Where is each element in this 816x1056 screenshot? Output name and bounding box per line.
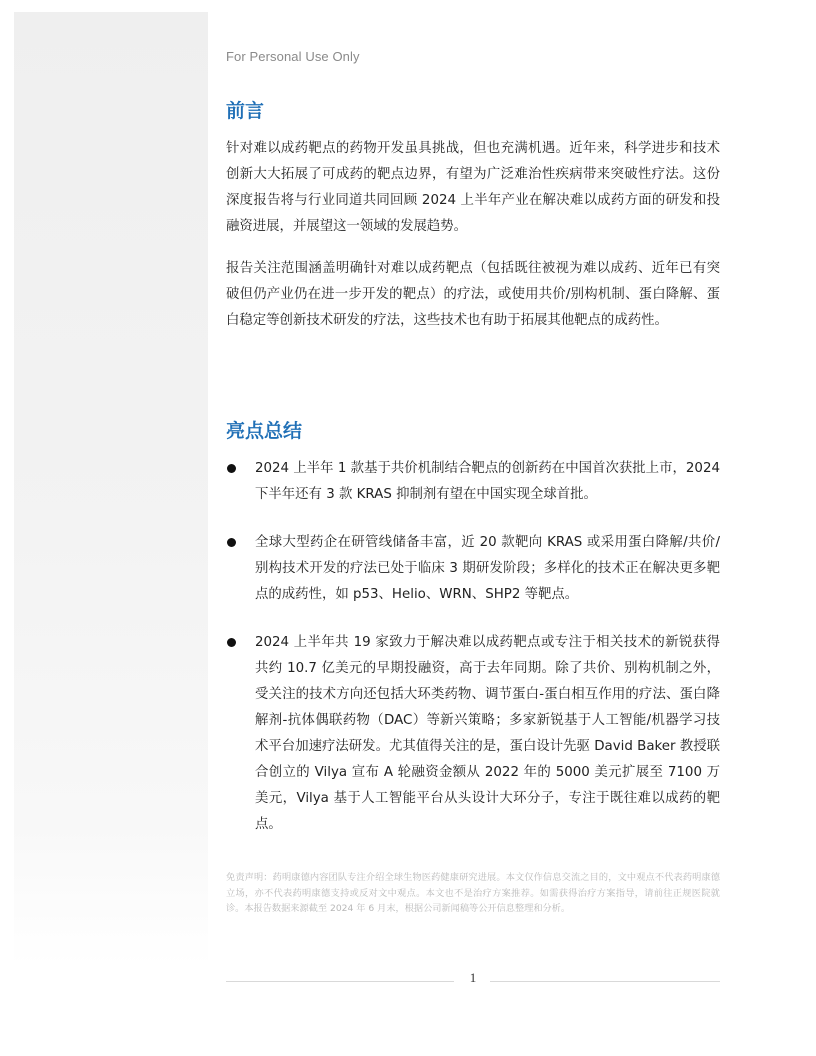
bullet-dot-icon (227, 464, 236, 473)
page-number: 1 (469, 970, 477, 985)
disclaimer-text: 免责声明：药明康德内容团队专注介绍全球生物医药健康研究进展。本文仅作信息交流之目的，文中观点不代表药明康德立场，亦不代表药明康德支持或反对文中观点。本文也不是治疗方案推荐。如需获得治疗方案指导，请前往正规医院就诊。本报告数据来源截至 2024 年 6 月末，根据公司新闻稿等公开信息整理和分析。 (226, 872, 720, 914)
list-item (226, 456, 720, 508)
preface-paragraph-2: 报告关注范围涵盖明确针对难以成药靶点（包括既往被视为难以成药、近年已有突破但仍产业仍在进一步开发的靶点）的疗法，或使用共价/别构机制、蛋白降解、蛋白稳定等创新技术研发的疗法，这些技术也有助于拓展其他靶点的成药性。 (226, 261, 720, 328)
highlight-text-2: 全球大型药企在研管线储备丰富，近 20 款靶向 KRAS 或采用蛋白降解/共价/别构技术开发的疗法已处于临床 3 期研发阶段；多样化的技术正在解决更多靶点的成药性，如 p53、Helio、WRN、SHP2 等靶点。 (255, 535, 720, 602)
highlights-heading: 亮点总结 (226, 420, 303, 442)
list-item (226, 530, 720, 608)
list-item (226, 630, 720, 838)
side-gradient-band (14, 12, 208, 967)
footer-divider-left (226, 981, 454, 982)
highlights-list (226, 456, 720, 838)
highlight-text-3: 2024 上半年共 19 家致力于解决难以成药靶点或专注于相关技术的新锐获得共约 10.7 亿美元的早期投融资，高于去年同期。除了共价、别构机制之外，受关注的技术方向还包括大环类药物、调节蛋白-蛋白相互作用的疗法、蛋白降解剂-抗体偶联药物（DAC）等新兴策略；多家新锐基于人工智能/机器学习技术平台加速疗法研发。尤其值得关注的是，蛋白设计先驱 David Baker 教授联合创立的 Vilya 宣布 A 轮融资金额从 2022 年的 5000 美元扩展至 7100 万美元，Vilya 基于人工智能平台从头设计大环分子，专注于既往难以成药的靶点。 (255, 635, 720, 832)
preface-paragraph-1: 针对难以成药靶点的药物开发虽具挑战，但也充满机遇。近年来，科学进步和技术创新大大拓展了可成药的靶点边界，有望为广泛难治性疾病带来突破性疗法。这份深度报告将与行业同道共同回顾 2024 上半年产业在解决难以成药方面的研发和投融资进展，并展望这一领域的发展趋势。 (226, 141, 720, 234)
highlight-text-1: 2024 上半年 1 款基于共价机制结合靶点的创新药在中国首次获批上市，2024 下半年还有 3 款 KRAS 抑制剂有望在中国实现全球首批。 (255, 461, 720, 502)
bullet-dot-icon (227, 638, 236, 647)
footer-divider-right (490, 981, 720, 982)
watermark: For Personal Use Only (226, 49, 360, 64)
preface-heading: 前言 (226, 100, 265, 122)
bullet-dot-icon (227, 538, 236, 547)
